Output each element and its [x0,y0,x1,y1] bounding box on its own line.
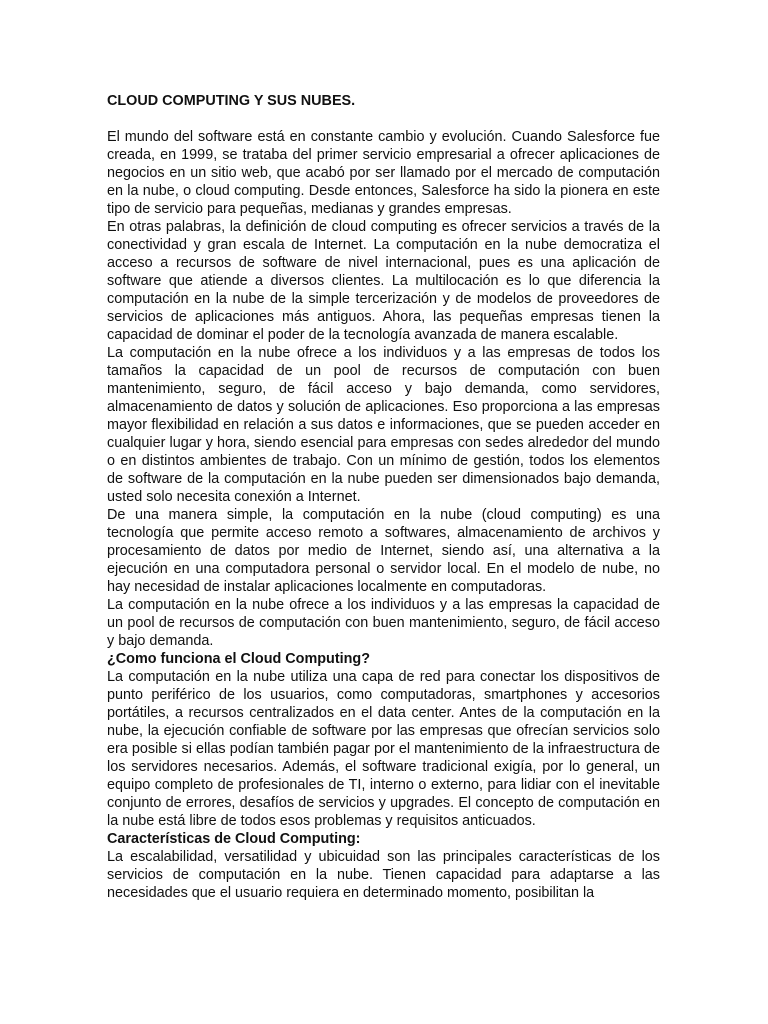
paragraph: De una manera simple, la computación en la nube (cloud computing) es una tecnología que permite acceso remoto a softwares, almacenamiento de archivos y procesamiento de datos por medio de Internet, siendo así, una alternativa a la ejecución en una computadora personal o servidor local. En el modelo de nube, no hay necesidad de instalar aplicaciones localmente en computadoras. [107,507,660,595]
section-heading: ¿Como funciona el Cloud Computing? [107,651,370,667]
paragraph: El mundo del software está en constante cambio y evolución. Cuando Salesforce fue creada, en 1999, se trataba del primer servicio empresarial a ofrecer aplicaciones de negocios en un sitio web, que acabó por ser llamado por el mercado de computación en la nube, o cloud computing. Desde entonces, Salesforce ha sido la pionera en este tipo de servicio para pequeñas, medianas y grandes empresas. [107,129,660,217]
paragraph: La computación en la nube ofrece a los individuos y a las empresas de todos los tamaños la capacidad de un pool de recursos de computación con buen mantenimiento, seguro, de fácil acceso y bajo demanda, como servidores, almacenamiento de datos y solución de aplicaciones. Eso proporciona a las empresas mayor flexibilidad en relación a sus datos e informaciones, que se pueden acceder en cualquier lugar y hora, siendo esencial para empresas con sedes alrededor del mundo o en distintos ambientes de trabajo. Con un mínimo de gestión, todos los elementos de software de la computación en la nube pueden ser dimensionados bajo demanda, usted solo necesita conexión a Internet. [107,345,660,505]
paragraph: La computación en la nube ofrece a los individuos y a las empresas la capacidad de un pool de recursos de computación con buen mantenimiento, seguro, de fácil acceso y bajo demanda. [107,597,660,649]
paragraph: La computación en la nube utiliza una capa de red para conectar los dispositivos de punto periférico de los usuarios, como computadoras, smartphones y accesorios portátiles, a recursos centralizados en el data center. Antes de la computación en la nube, la ejecución confiable de software por las empresas que ofrecían servicios solo era posible si ellas podían también pagar por el mantenimiento de la infraestructura de los servidores necesarios. Además, el software tradicional exigía, por lo general, un equipo completo de profesionales de TI, interno o externo, para lidiar con el inevitable conjunto de errores, desafíos de servicios y upgrades. El concepto de computación en la nube está libre de todos esos problemas y requisitos anticuados. [107,669,660,829]
paragraph: En otras palabras, la definición de cloud computing es ofrecer servicios a través de la conectividad y gran escala de Internet. La computación en la nube democratiza el acceso a recursos de software de nivel internacional, pues es una aplicación de software que atiende a diversos clientes. La multilocación es lo que diferencia la computación en la nube de la simple tercerización y de modelos de proveedores de servicios de aplicaciones más antiguos. Ahora, las pequeñas empresas tienen la capacidad de dominar el poder de la tecnología avanzada de manera escalable. [107,219,660,343]
paragraph: La escalabilidad, versatilidad y ubicuidad son las principales características de los servicios de computación en la nube. Tienen capacidad para adaptarse a las necesidades que el usuario requiera en determinado momento, posibilitan la [107,849,660,901]
document-title: CLOUD COMPUTING Y SUS NUBES. [107,93,356,109]
document-page [107,92,660,902]
section-heading: Características de Cloud Computing: [107,831,361,847]
